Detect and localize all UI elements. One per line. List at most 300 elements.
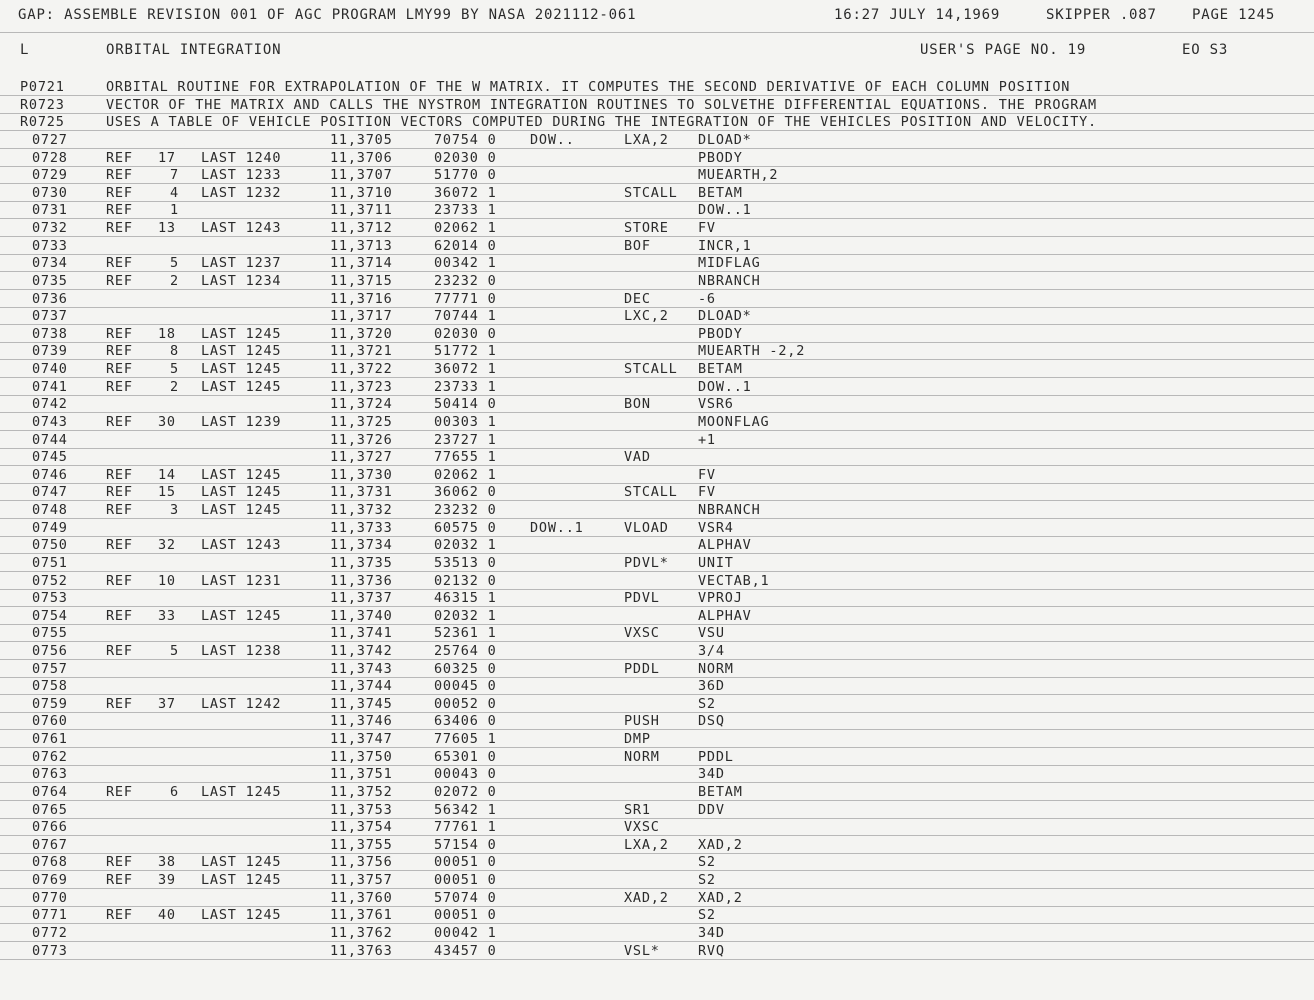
octal-code: 57074 0 [434, 889, 497, 906]
last-ref: LAST 1245 [201, 854, 282, 871]
address: 11,3726 [330, 431, 393, 448]
address: 11,3754 [330, 819, 393, 836]
line-number: 0736 [32, 290, 68, 307]
last-ref: LAST 1245 [201, 907, 282, 924]
comment-line [0, 78, 1314, 96]
ref-count: 15 [158, 484, 176, 501]
operand: BETAM [698, 783, 743, 800]
octal-code: 70754 0 [434, 132, 497, 148]
line-number: 0749 [32, 519, 68, 536]
table-row [0, 149, 1314, 167]
line-number: 0739 [32, 343, 68, 360]
line-number: 0745 [32, 449, 68, 466]
table-row [0, 272, 1314, 290]
line-number: 0744 [32, 431, 68, 448]
address: 11,3734 [330, 537, 393, 554]
last-ref: LAST 1237 [201, 255, 282, 272]
address: 11,3705 [330, 132, 393, 148]
ref-keyword: REF [106, 783, 133, 800]
line-number: 0763 [32, 766, 68, 783]
table-row [0, 765, 1314, 783]
header-rule [0, 32, 1314, 33]
operand: VSU [698, 625, 725, 642]
ref-count: 2 [170, 272, 179, 289]
table-row [0, 254, 1314, 272]
table-row [0, 536, 1314, 554]
ref-keyword: REF [106, 343, 133, 360]
octal-code: 60575 0 [434, 519, 497, 536]
table-row [0, 290, 1314, 308]
operand: DLOAD* [698, 132, 752, 148]
last-ref: LAST 1243 [201, 220, 282, 237]
opcode: BOF [624, 237, 651, 254]
ref-keyword: REF [106, 537, 133, 554]
ref-keyword: REF [106, 202, 133, 219]
table-row [0, 219, 1314, 237]
ref-count: 4 [170, 184, 179, 201]
comment-line-number: R0725 [20, 114, 65, 131]
last-ref: LAST 1234 [201, 272, 282, 289]
address: 11,3762 [330, 924, 393, 941]
table-row [0, 695, 1314, 713]
table-row [0, 712, 1314, 730]
octal-code: 43457 0 [434, 942, 497, 959]
timestamp: 16:27 JULY 14,1969 [834, 7, 1001, 23]
octal-code: 51772 1 [434, 343, 497, 360]
last-ref: LAST 1231 [201, 572, 282, 589]
octal-code: 00303 1 [434, 413, 497, 430]
line-number: 0734 [32, 255, 68, 272]
octal-code: 02030 0 [434, 325, 497, 342]
line-number: 0767 [32, 836, 68, 853]
octal-code: 00051 0 [434, 872, 497, 889]
ref-keyword: REF [106, 361, 133, 378]
address: 11,3756 [330, 854, 393, 871]
opcode: SR1 [624, 801, 651, 818]
address: 11,3751 [330, 766, 393, 783]
ref-count: 33 [158, 607, 176, 624]
address: 11,3750 [330, 748, 393, 765]
opcode: DMP [624, 731, 651, 748]
octal-code: 00052 0 [434, 695, 497, 712]
operand: DOW..1 [698, 378, 752, 395]
last-ref: LAST 1245 [201, 484, 282, 501]
octal-code: 60325 0 [434, 660, 497, 677]
table-row [0, 572, 1314, 590]
last-ref: LAST 1232 [201, 184, 282, 201]
ref-count: 38 [158, 854, 176, 871]
address: 11,3747 [330, 731, 393, 748]
address: 11,3736 [330, 572, 393, 589]
last-ref: LAST 1242 [201, 695, 282, 712]
address: 11,3763 [330, 942, 393, 959]
ref-count: 37 [158, 695, 176, 712]
operand: DSQ [698, 713, 725, 730]
table-row [0, 677, 1314, 695]
octal-code: 52361 1 [434, 625, 497, 642]
operand: BETAM [698, 184, 743, 201]
operand: S2 [698, 872, 716, 889]
ref-keyword: REF [106, 872, 133, 889]
operand: +1 [698, 431, 716, 448]
section-header [0, 40, 1314, 60]
address: 11,3757 [330, 872, 393, 889]
table-row [0, 184, 1314, 202]
line-number: 0753 [32, 590, 68, 607]
table-row [0, 448, 1314, 466]
octal-code: 02132 0 [434, 572, 497, 589]
table-row [0, 378, 1314, 396]
comment-line [0, 113, 1314, 131]
ref-keyword: REF [106, 255, 133, 272]
operand: MUEARTH,2 [698, 167, 779, 184]
line-number: 0731 [32, 202, 68, 219]
ref-count: 1 [170, 202, 179, 219]
octal-code: 02032 1 [434, 607, 497, 624]
line-number: 0757 [32, 660, 68, 677]
octal-code: 00051 0 [434, 907, 497, 924]
line-number: 0730 [32, 184, 68, 201]
ref-count: 5 [170, 642, 179, 659]
operand: S2 [698, 907, 716, 924]
octal-code: 65301 0 [434, 748, 497, 765]
table-row [0, 924, 1314, 942]
operand: DOW..1 [698, 202, 752, 219]
operand: ALPHAV [698, 607, 752, 624]
operand: DDV [698, 801, 725, 818]
opcode: VLOAD [624, 519, 669, 536]
line-number: 0764 [32, 783, 68, 800]
label: DOW.. [530, 132, 575, 148]
operand: 34D [698, 766, 725, 783]
operand: NORM [698, 660, 734, 677]
table-row [0, 871, 1314, 889]
address: 11,3712 [330, 220, 393, 237]
address: 11,3731 [330, 484, 393, 501]
address: 11,3710 [330, 184, 393, 201]
line-number: 0772 [32, 924, 68, 941]
octal-code: 36072 1 [434, 361, 497, 378]
line-number: 0765 [32, 801, 68, 818]
opcode: STCALL [624, 184, 678, 201]
octal-code: 02062 1 [434, 466, 497, 483]
ref-keyword: REF [106, 149, 133, 166]
table-row [0, 237, 1314, 255]
opcode: STORE [624, 220, 669, 237]
address: 11,3716 [330, 290, 393, 307]
comment-line-number: R0723 [20, 96, 65, 113]
address: 11,3720 [330, 325, 393, 342]
ref-keyword: REF [106, 502, 133, 519]
ref-keyword: REF [106, 484, 133, 501]
octal-code: 56342 1 [434, 801, 497, 818]
octal-code: 23733 1 [434, 202, 497, 219]
ref-keyword: REF [106, 413, 133, 430]
table-row [0, 642, 1314, 660]
users-page-number: USER'S PAGE NO. 19 [920, 42, 1087, 58]
octal-code: 25764 0 [434, 642, 497, 659]
assembly-info: GAP: ASSEMBLE REVISION 001 OF AGC PROGRAM LMY99 BY NASA 2021112-061 [18, 7, 637, 23]
ref-keyword: REF [106, 907, 133, 924]
address: 11,3741 [330, 625, 393, 642]
address: 11,3732 [330, 502, 393, 519]
comment-text: ORBITAL ROUTINE FOR EXTRAPOLATION OF THE W MATRIX. IT COMPUTES THE SECOND DERIVATIVE OF EACH COLUMN POSITION [106, 79, 1071, 95]
ref-count: 40 [158, 907, 176, 924]
table-row [0, 519, 1314, 537]
octal-code: 02030 0 [434, 149, 497, 166]
opcode: STCALL [624, 361, 678, 378]
operand: MOONFLAG [698, 413, 770, 430]
last-ref: LAST 1239 [201, 413, 282, 430]
octal-code: 63406 0 [434, 713, 497, 730]
table-row [0, 853, 1314, 871]
operand: VSR6 [698, 396, 734, 413]
ref-count: 7 [170, 167, 179, 184]
line-number: 0750 [32, 537, 68, 554]
operand: 34D [698, 924, 725, 941]
ref-count: 14 [158, 466, 176, 483]
ref-keyword: REF [106, 607, 133, 624]
operand: 36D [698, 678, 725, 695]
comment-line-number: P0721 [20, 79, 65, 95]
row-rule [0, 959, 1314, 960]
operand: PBODY [698, 325, 743, 342]
line-number: 0733 [32, 237, 68, 254]
opcode: PDVL [624, 590, 660, 607]
operand: NBRANCH [698, 272, 761, 289]
last-ref: LAST 1240 [201, 149, 282, 166]
address: 11,3743 [330, 660, 393, 677]
octal-code: 46315 1 [434, 590, 497, 607]
page-number: PAGE 1245 [1192, 7, 1276, 23]
last-ref: LAST 1243 [201, 537, 282, 554]
ref-keyword: REF [106, 572, 133, 589]
line-number: 0756 [32, 642, 68, 659]
table-row [0, 730, 1314, 748]
operand: S2 [698, 854, 716, 871]
line-number: 0732 [32, 220, 68, 237]
section-mark: L [20, 42, 30, 58]
ref-count: 5 [170, 255, 179, 272]
opcode: PDVL* [624, 554, 669, 571]
address: 11,3725 [330, 413, 393, 430]
last-ref: LAST 1245 [201, 325, 282, 342]
line-number: 0751 [32, 554, 68, 571]
operand: VECTAB,1 [698, 572, 770, 589]
comment-text: USES A TABLE OF VEHICLE POSITION VECTORS COMPUTED DURING THE INTEGRATION OF THE VEHICLES POSITION AND VELOCITY. [106, 114, 1097, 131]
address: 11,3727 [330, 449, 393, 466]
operand: PDDL [698, 748, 734, 765]
table-row [0, 325, 1314, 343]
last-ref: LAST 1238 [201, 642, 282, 659]
last-ref: LAST 1245 [201, 466, 282, 483]
octal-code: 53513 0 [434, 554, 497, 571]
opcode: PUSH [624, 713, 660, 730]
address: 11,3722 [330, 361, 393, 378]
table-row [0, 413, 1314, 431]
address: 11,3737 [330, 590, 393, 607]
last-ref: LAST 1245 [201, 502, 282, 519]
table-row [0, 166, 1314, 184]
ref-keyword: REF [106, 378, 133, 395]
operand: INCR,1 [698, 237, 752, 254]
line-number: 0727 [32, 132, 68, 148]
octal-code: 02032 1 [434, 537, 497, 554]
octal-code: 77761 1 [434, 819, 497, 836]
address: 11,3724 [330, 396, 393, 413]
table-row [0, 395, 1314, 413]
octal-code: 23232 0 [434, 502, 497, 519]
opcode: VXSC [624, 819, 660, 836]
operand: NBRANCH [698, 502, 761, 519]
opcode: PDDL [624, 660, 660, 677]
ref-keyword: REF [106, 695, 133, 712]
operand: VSR4 [698, 519, 734, 536]
line-number: 0746 [32, 466, 68, 483]
octal-code: 23733 1 [434, 378, 497, 395]
line-number: 0738 [32, 325, 68, 342]
operand: UNIT [698, 554, 734, 571]
table-row [0, 307, 1314, 325]
opcode: LXA,2 [624, 836, 669, 853]
operand: S2 [698, 695, 716, 712]
line-number: 0766 [32, 819, 68, 836]
label: DOW..1 [530, 519, 584, 536]
octal-code: 02072 0 [434, 783, 497, 800]
opcode: VSL* [624, 942, 660, 959]
table-row [0, 818, 1314, 836]
address: 11,3760 [330, 889, 393, 906]
ref-keyword: REF [106, 184, 133, 201]
address: 11,3752 [330, 783, 393, 800]
address: 11,3733 [330, 519, 393, 536]
line-number: 0754 [32, 607, 68, 624]
address: 11,3717 [330, 308, 393, 325]
table-row [0, 360, 1314, 378]
opcode: DEC [624, 290, 651, 307]
line-number: 0737 [32, 308, 68, 325]
line-number: 0728 [32, 149, 68, 166]
operand: MIDFLAG [698, 255, 761, 272]
table-row [0, 201, 1314, 219]
operand: XAD,2 [698, 889, 743, 906]
address: 11,3707 [330, 167, 393, 184]
address: 11,3735 [330, 554, 393, 571]
ref-keyword: REF [106, 325, 133, 342]
eo-code: EO S3 [1182, 42, 1229, 58]
operand: BETAM [698, 361, 743, 378]
opcode: VAD [624, 449, 651, 466]
line-number: 0768 [32, 854, 68, 871]
line-number: 0770 [32, 889, 68, 906]
line-number: 0769 [32, 872, 68, 889]
operand: -6 [698, 290, 716, 307]
operand: FV [698, 220, 716, 237]
ref-keyword: REF [106, 854, 133, 871]
last-ref: LAST 1245 [201, 607, 282, 624]
octal-code: 23232 0 [434, 272, 497, 289]
operand: XAD,2 [698, 836, 743, 853]
octal-code: 51770 0 [434, 167, 497, 184]
operand: 3/4 [698, 642, 725, 659]
last-ref: LAST 1245 [201, 361, 282, 378]
table-row [0, 889, 1314, 907]
ref-keyword: REF [106, 642, 133, 659]
address: 11,3723 [330, 378, 393, 395]
user-name: SKIPPER .087 [1046, 7, 1157, 23]
line-number: 0740 [32, 361, 68, 378]
line-number: 0761 [32, 731, 68, 748]
line-number: 0741 [32, 378, 68, 395]
ref-count: 18 [158, 325, 176, 342]
octal-code: 00342 1 [434, 255, 497, 272]
ref-count: 17 [158, 149, 176, 166]
octal-code: 00045 0 [434, 678, 497, 695]
ref-count: 2 [170, 378, 179, 395]
ref-count: 5 [170, 361, 179, 378]
octal-code: 00043 0 [434, 766, 497, 783]
ref-count: 6 [170, 783, 179, 800]
ref-count: 30 [158, 413, 176, 430]
line-number: 0760 [32, 713, 68, 730]
table-row [0, 501, 1314, 519]
address: 11,3744 [330, 678, 393, 695]
last-ref: LAST 1245 [201, 343, 282, 360]
table-row [0, 801, 1314, 819]
ref-count: 8 [170, 343, 179, 360]
octal-code: 00042 1 [434, 924, 497, 941]
table-row [0, 624, 1314, 642]
table-row [0, 554, 1314, 572]
line-number: 0771 [32, 907, 68, 924]
octal-code: 77605 1 [434, 731, 497, 748]
octal-code: 50414 0 [434, 396, 497, 413]
line-number: 0759 [32, 695, 68, 712]
ref-keyword: REF [106, 272, 133, 289]
table-row [0, 483, 1314, 501]
address: 11,3742 [330, 642, 393, 659]
ref-count: 10 [158, 572, 176, 589]
operand: FV [698, 484, 716, 501]
table-row [0, 783, 1314, 801]
operand: PBODY [698, 149, 743, 166]
opcode: NORM [624, 748, 660, 765]
ref-keyword: REF [106, 466, 133, 483]
comment-line [0, 96, 1314, 114]
octal-code: 36062 0 [434, 484, 497, 501]
opcode: LXC,2 [624, 308, 669, 325]
octal-code: 62014 0 [434, 237, 497, 254]
line-number: 0748 [32, 502, 68, 519]
ref-keyword: REF [106, 167, 133, 184]
last-ref: LAST 1245 [201, 872, 282, 889]
table-row [0, 607, 1314, 625]
octal-code: 23727 1 [434, 431, 497, 448]
octal-code: 77655 1 [434, 449, 497, 466]
operand: ALPHAV [698, 537, 752, 554]
line-number: 0755 [32, 625, 68, 642]
ref-count: 32 [158, 537, 176, 554]
line-number: 0747 [32, 484, 68, 501]
line-number: 0742 [32, 396, 68, 413]
ref-keyword: REF [106, 220, 133, 237]
address: 11,3746 [330, 713, 393, 730]
last-ref: LAST 1233 [201, 167, 282, 184]
line-number: 0735 [32, 272, 68, 289]
operand: MUEARTH -2,2 [698, 343, 806, 360]
address: 11,3706 [330, 149, 393, 166]
line-number: 0752 [32, 572, 68, 589]
